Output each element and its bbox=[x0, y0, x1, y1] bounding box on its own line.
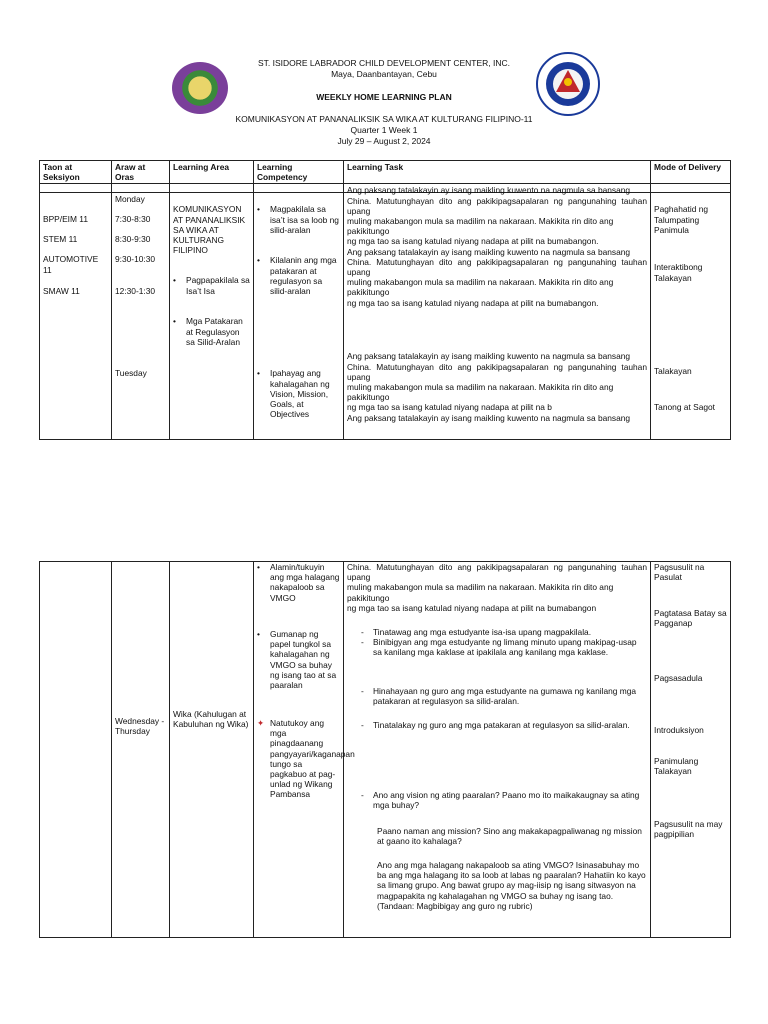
header-competency: Learning Competency bbox=[254, 161, 344, 184]
section-cell: SMAW 11 bbox=[43, 286, 80, 297]
task-item: - Tinatawag ang mga estudyante isa-isa upang magpakilala. bbox=[361, 627, 592, 637]
mode-item: Pagsusulit na may pagpipilian bbox=[654, 819, 723, 840]
task-item: - Hinahayaan ng guro ang mga estudyante na gumawa ng kanilang mga patakaran at regulasyon sa silid-aralan. bbox=[361, 686, 637, 707]
mode-item: Paghahatid ng Talumpating Panimula bbox=[654, 204, 709, 235]
section-cell: AUTOMOTIVE 11 bbox=[43, 254, 99, 275]
quarter-week: Quarter 1 Week 1 bbox=[350, 125, 418, 135]
mode-item: Pagsusulit na Pasulat bbox=[654, 562, 705, 583]
task-list bbox=[347, 627, 647, 658]
competency-item: • Magpakilala sa isa’t isa sa loob ng silid-aralan bbox=[257, 204, 339, 235]
section-cell: STEM 11 bbox=[43, 234, 78, 245]
section-cell: BPP/EIM 11 bbox=[43, 214, 88, 225]
task-list bbox=[347, 720, 647, 730]
task-item: - Tinatalakay ng guro ang mga patakaran at regulasyon sa silid-aralan. bbox=[361, 720, 630, 730]
time-slot: 12:30-1:30 bbox=[115, 286, 156, 297]
time-slot: 7:30-8:30 bbox=[115, 214, 151, 225]
time-slot: 9:30-10:30 bbox=[115, 254, 156, 265]
date-range: July 29 – August 2, 2024 bbox=[337, 136, 431, 146]
task-list bbox=[347, 790, 647, 810]
header-day-time: Araw at Oras bbox=[112, 161, 170, 184]
mode-item: Interaktibong Talakayan bbox=[654, 262, 703, 283]
mode-item: Pagtatasa Batay sa Pagganap bbox=[654, 608, 727, 629]
area-item: • Mga Patakaran at Regulasyon sa Silid-Aralan bbox=[173, 316, 243, 347]
plan-table-2 bbox=[39, 561, 731, 938]
competency-item: • Gumanap ng papel tungkol sa kahalagahan ng VMGO sa buhay ng isang tao at sa paaralan bbox=[257, 629, 337, 691]
header-learning-task: Learning Task bbox=[344, 161, 651, 184]
learning-task-block: Ang paksang tatalakayin ay isang maikling kuwento na nagmula sa bansang China. Matutunghayan dito ang pakikipagsapalaran ng pangunahing tauhan upang muling makabangon mula sa madilim na nakaraan. Makikita rin dito ang pakikitungo ng mga tao sa isang katulad niyang nadapa at pilit na bumabangon. Ang paksang tatalakayin ay isang maikling kuwento na nagmula sa bansang China. Matutunghayan dito ang pakikipagsapalaran ng pangunahing tauhan upang muling makabangon mula sa madilim na nakaraan. Makikita rin dito ang pakikitungo ng mga tao sa isang katulad niyang nadapa at pilit na bumabangon. bbox=[347, 185, 647, 308]
day-monday: Monday bbox=[115, 194, 145, 205]
learning-area-wika: Wika (Kahulugan at Kabuluhan ng Wika) bbox=[173, 709, 249, 730]
day-wed-thu: Wednesday -Thursday bbox=[115, 716, 165, 737]
header-section: Taon at Seksiyon bbox=[40, 161, 112, 184]
header-mode: Mode of Delivery bbox=[651, 161, 731, 184]
subject-title: KOMUNIKASYON AT PANANALIKSIK SA WIKA AT KULTURANG FILIPINO-11 bbox=[235, 114, 533, 124]
learning-area-title: KOMUNIKASYON AT PANANALIKSIK SA WIKA AT KULTURANG FILIPINO bbox=[173, 204, 246, 256]
plan-table-1 bbox=[39, 160, 731, 440]
task-item: - Binibigyan ang mga estudyante ng limang minuto upang makipag-usap sa kanilang mga kaklase at ipakilala ang kanilang mga kaklase. bbox=[361, 637, 637, 658]
mode-item: Talakayan bbox=[654, 366, 692, 377]
school-address: Maya, Daanbantayan, Cebu bbox=[331, 69, 437, 79]
mode-item: Pagsasadula bbox=[654, 673, 703, 683]
competency-item: • Kilalanin ang mga patakaran at regulasyon sa silid-aralan bbox=[257, 255, 337, 297]
competency-item: • Ipahayag ang kahalagahan ng Vision, Mission, Goals, at Objectives bbox=[257, 368, 330, 420]
competency-item: ✦ Natutukoy ang mga pinagdaanang pangyayari/kaganapan tungo sa pagkabuo at pag-unlad ng Wikang Pambansa bbox=[257, 718, 355, 800]
learning-task-intro: China. Matutunghayan dito ang pakikipagsapalaran ng pangunahing tauhan upang muling makabangon mula sa madilim na nakaraan. Makikita rin dito ang pakikitungo ng mga tao sa isang katulad niyang nadapa at pilit na bumabangon bbox=[347, 562, 647, 613]
task-paragraph: Ano ang mga halagang nakapaloob sa ating VMGO? Isinasabuhay mo ba ang mga halagang ito sa loob at labas ng paaralan? Hahatiin ko kayo sa limang grupo. Ang bawat grupo ay mag-iisip ng isang sitwasyon na magpapakita ng kahalagahan ng VMGO sa buhay ng isang tao. (Tandaan: Magbibigay ang guro ng rubric) bbox=[377, 860, 646, 911]
mode-item: Panimulang Talakayan bbox=[654, 756, 699, 777]
time-slot: 8:30-9:30 bbox=[115, 234, 151, 245]
header-learning-area: Learning Area bbox=[170, 161, 254, 184]
competency-item: • Alamin/tukuyin ang mga halagang nakapaloob sa VMGO bbox=[257, 562, 340, 603]
school-name: ST. ISIDORE LABRADOR CHILD DEVELOPMENT CENTER, INC. bbox=[257, 58, 511, 68]
day-tuesday: Tuesday bbox=[115, 368, 147, 379]
learning-task-block: Ang paksang tatalakayin ay isang maikling kuwento na nagmula sa bansang China. Matutunghayan dito ang pakikipagsapalaran ng pangunahing tauhan upang muling makabangon mula sa madilim na nakaraan. Makikita rin dito ang pakikitungo ng mga tao sa isang katulad niyang nadapa at pilit na b Ang paksang tatalakayin ay isang maikling kuwento na nagmula sa bansang bbox=[347, 351, 647, 423]
task-paragraph: Paano naman ang mission? Sino ang makakapagpaliwanag ng mission at gaano ito kahalaga? bbox=[377, 826, 642, 847]
task-item: - Ano ang vision ng ating paaralan? Paano mo ito maikakaugnay sa ating mga buhay? bbox=[361, 790, 640, 811]
mode-item: Tanong at Sagot bbox=[654, 402, 715, 413]
mode-item: Introduksiyon bbox=[654, 725, 704, 735]
area-item: • Pagpapakilala sa Isa’t Isa bbox=[173, 275, 250, 296]
task-list bbox=[347, 686, 647, 706]
plan-title: WEEKLY HOME LEARNING PLAN bbox=[316, 92, 452, 102]
